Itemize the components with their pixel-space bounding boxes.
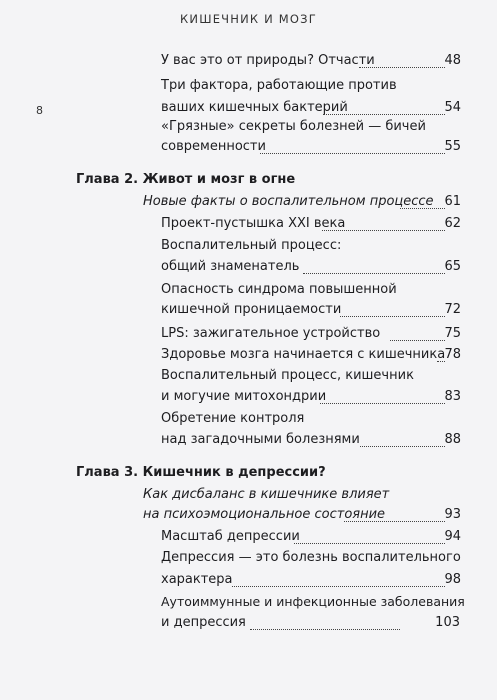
toc-entry-text: Здоровье мозга начинается с кишечника — [161, 347, 446, 362]
toc-entry-text: «Грязные» секреты болезней — бичей — [161, 119, 426, 134]
toc-entry-text: Воспалительный процесс: — [161, 238, 342, 253]
toc-entry-text: Обретение контроля — [161, 411, 305, 426]
toc-entry-text: Опасность синдрома повышенной — [161, 282, 397, 297]
toc-entry-text: ваших кишечных бактерий — [161, 100, 348, 115]
toc-entry-text: Три фактора, работающие против — [161, 78, 397, 93]
toc-entry-text: общий знаменатель — [161, 259, 300, 274]
toc-entry-text: Проект-пустышка XXI века — [161, 216, 346, 231]
toc-page-number: 94 — [444, 529, 461, 544]
toc-entry-text: Аутоиммунные и инфекционные заболевания — [161, 594, 465, 609]
toc-entry-text: характера — [161, 572, 233, 587]
toc-entry-text: на психоэмоциональное состояние — [143, 507, 386, 522]
page-number: 8 — [36, 104, 43, 117]
toc-entry-text: современности — [161, 139, 266, 154]
toc-entry-text: У вас это от природы? Отчасти — [161, 53, 375, 68]
toc-leader — [250, 629, 400, 630]
toc-page-number: 72 — [444, 302, 461, 317]
toc-page-number: 103 — [435, 615, 460, 630]
toc-entry-text: Депрессия — это болезнь воспалительного — [161, 550, 461, 565]
toc-entry-text: Масштаб депрессии — [161, 529, 300, 544]
toc-page-number: 61 — [444, 194, 461, 209]
toc-entry-text: Как дисбаланс в кишечнике влияет — [143, 487, 390, 502]
toc-page-number: 75 — [444, 326, 461, 341]
toc-entry-text: над загадочными болезнями — [161, 432, 360, 447]
toc-leader — [232, 586, 445, 587]
toc-page-number: 48 — [444, 53, 461, 68]
toc-leader — [260, 153, 445, 154]
toc-page-number: 55 — [444, 139, 461, 154]
running-header: КИШЕЧНИК И МОЗГ — [180, 12, 317, 26]
toc-leader — [294, 543, 445, 544]
toc-entry-text: и депрессия — [161, 615, 246, 630]
toc-page-number: 54 — [444, 100, 461, 115]
toc-leader — [303, 273, 445, 274]
toc-page-number: 93 — [444, 507, 461, 522]
toc-entry-text: Воспалительный процесс, кишечник — [161, 368, 414, 383]
toc-entry-text: Новые факты о воспалительном процессе — [143, 194, 434, 209]
toc-page-number: 98 — [444, 572, 461, 587]
toc-entry-text: LPS: зажигательное устройство — [161, 326, 381, 341]
toc-page-number: 88 — [444, 432, 461, 447]
toc-entry-text: кишечной проницаемости — [161, 302, 342, 317]
toc-page-number: 83 — [444, 389, 461, 404]
chapter-heading: Глава 2. Живот и мозг в огне — [76, 172, 296, 187]
chapter-heading: Глава 3. Кишечник в депрессии? — [76, 465, 326, 480]
toc-page-number: 78 — [444, 347, 461, 362]
toc-page-number: 65 — [444, 259, 461, 274]
toc-page-number: 62 — [444, 216, 461, 231]
toc-entry-text: и могучие митохондрии — [161, 389, 327, 404]
